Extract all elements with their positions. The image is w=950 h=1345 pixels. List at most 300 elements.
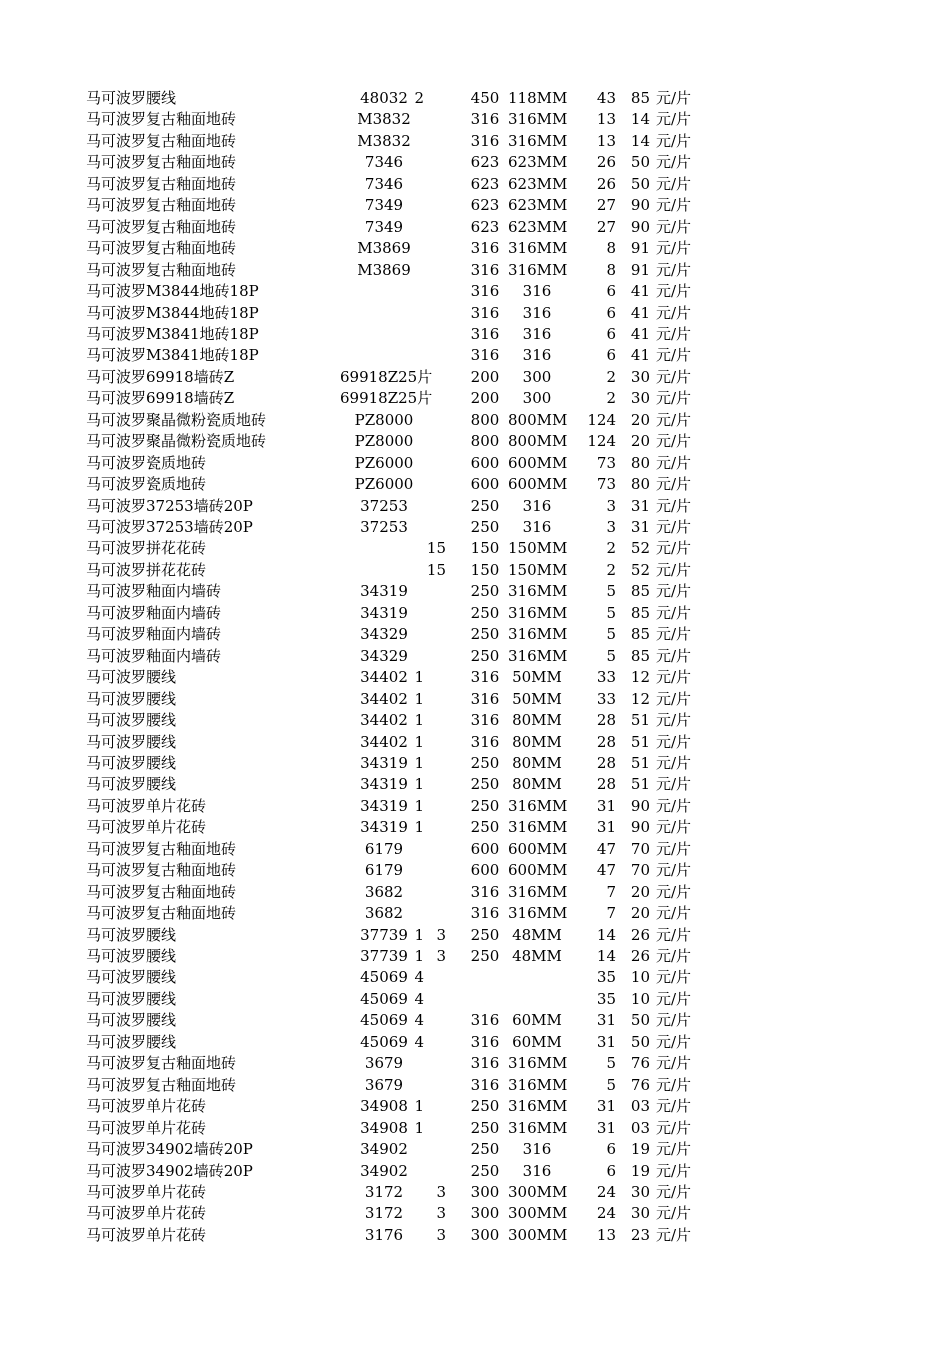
product-name: 马可波罗腰线 xyxy=(86,711,177,730)
size-height: 80MM xyxy=(512,732,562,751)
size-width: 316 xyxy=(470,668,500,687)
price-unit: 元/片 xyxy=(656,625,692,644)
quantity: 31 xyxy=(596,818,616,837)
product-code: 37739 xyxy=(360,947,408,965)
price-unit: 元/片 xyxy=(656,711,692,730)
quantity: 73 xyxy=(596,475,616,494)
product-code: 34902 xyxy=(360,1140,408,1159)
quantity: 33 xyxy=(596,668,616,687)
size-height: 316 xyxy=(522,303,552,322)
price-value: 20 xyxy=(630,410,650,429)
quantity: 13 xyxy=(596,131,616,150)
product-name: 马可波罗瓷质地砖 xyxy=(86,475,207,494)
size-width: 300 xyxy=(470,1225,500,1244)
price-unit: 元/片 xyxy=(656,732,692,751)
size-width: 150 xyxy=(470,560,500,579)
product-name: 马可波罗腰线 xyxy=(86,753,177,772)
quantity: 27 xyxy=(596,217,616,236)
size-height: 316MM xyxy=(508,1118,568,1137)
size-height: 300MM xyxy=(508,1225,568,1244)
quantity: 6 xyxy=(606,324,616,343)
product-name: 马可波罗M3844地砖18P xyxy=(86,303,259,322)
product-code: 7349 xyxy=(364,217,404,236)
quantity: 31 xyxy=(596,1011,616,1030)
product-code: PZ6000 xyxy=(354,453,414,472)
product-name: 马可波罗34902墙砖20P xyxy=(86,1140,253,1159)
size-width: 316 xyxy=(470,904,500,923)
sub-number-1: 1 xyxy=(414,1097,424,1116)
product-name: 马可波罗69918墙砖Z xyxy=(86,367,235,386)
product-code: 34319 xyxy=(360,582,408,601)
price-unit: 元/片 xyxy=(656,775,692,794)
price-value: 12 xyxy=(630,689,650,708)
table-row xyxy=(0,774,950,795)
price-unit: 元/片 xyxy=(656,475,692,494)
size-width: 316 xyxy=(470,1075,500,1094)
size-width: 150 xyxy=(470,539,500,558)
size-width: 250 xyxy=(470,947,500,965)
price-unit: 元/片 xyxy=(656,131,692,150)
product-name: 马可波罗腰线 xyxy=(86,668,177,687)
table-row xyxy=(0,624,950,645)
price-unit: 元/片 xyxy=(656,367,692,386)
product-code: M3832 xyxy=(357,131,411,150)
product-code: 37253 xyxy=(360,518,408,536)
price-value: 91 xyxy=(630,260,650,279)
price-value: 70 xyxy=(630,839,650,858)
size-width: 300 xyxy=(470,1204,500,1223)
product-code: 6179 xyxy=(364,839,404,858)
size-height: 316 xyxy=(522,282,552,301)
quantity: 8 xyxy=(606,260,616,279)
price-unit: 元/片 xyxy=(656,1118,692,1137)
quantity: 5 xyxy=(606,582,616,601)
size-width: 316 xyxy=(470,282,500,301)
product-name: 马可波罗单片花砖 xyxy=(86,1118,207,1137)
price-unit: 元/片 xyxy=(656,689,692,708)
product-name: 马可波罗单片花砖 xyxy=(86,1182,207,1201)
quantity: 8 xyxy=(606,239,616,258)
price-unit: 元/片 xyxy=(656,1225,692,1244)
price-value: 76 xyxy=(630,1075,650,1094)
quantity: 26 xyxy=(596,174,616,193)
product-code: 3679 xyxy=(364,1054,404,1073)
table-row xyxy=(0,1203,950,1224)
quantity: 31 xyxy=(596,1097,616,1116)
price-unit: 元/片 xyxy=(656,346,692,365)
price-value: 03 xyxy=(630,1118,650,1137)
table-row xyxy=(0,560,950,581)
size-height: 800MM xyxy=(508,432,568,451)
size-height: 316 xyxy=(522,1140,552,1159)
table-row xyxy=(0,989,950,1010)
product-code: 69918Z25片 xyxy=(340,389,433,408)
quantity: 31 xyxy=(596,1032,616,1051)
table-row xyxy=(0,367,950,388)
quantity: 3 xyxy=(606,518,616,536)
size-width: 800 xyxy=(470,410,500,429)
size-width: 316 xyxy=(470,324,500,343)
size-width: 316 xyxy=(470,882,500,901)
quantity: 5 xyxy=(606,1075,616,1094)
size-width: 250 xyxy=(470,1118,500,1137)
size-width: 250 xyxy=(470,518,500,536)
price-value: 20 xyxy=(630,432,650,451)
size-height: 623MM xyxy=(508,217,568,236)
quantity: 26 xyxy=(596,153,616,172)
size-width: 600 xyxy=(470,861,500,880)
price-unit: 元/片 xyxy=(656,153,692,172)
price-unit: 元/片 xyxy=(656,260,692,279)
price-value: 20 xyxy=(630,882,650,901)
table-row xyxy=(0,967,950,988)
price-value: 23 xyxy=(630,1225,650,1244)
product-name: 马可波罗单片花砖 xyxy=(86,1225,207,1244)
size-height: 316MM xyxy=(508,646,568,665)
product-code: 34908 xyxy=(360,1118,408,1137)
price-unit: 元/片 xyxy=(656,1204,692,1223)
product-name: 马可波罗腰线 xyxy=(86,968,177,987)
price-value: 10 xyxy=(630,989,650,1008)
table-row xyxy=(0,581,950,602)
size-width: 250 xyxy=(470,625,500,644)
price-unit: 元/片 xyxy=(656,1161,692,1180)
size-width: 316 xyxy=(470,303,500,322)
price-value: 19 xyxy=(630,1161,650,1180)
price-unit: 元/片 xyxy=(656,904,692,923)
size-width: 316 xyxy=(470,131,500,150)
product-code: 34319 xyxy=(360,603,408,622)
table-row xyxy=(0,1075,950,1096)
size-height: 316 xyxy=(522,1161,552,1180)
quantity: 14 xyxy=(596,947,616,965)
table-row xyxy=(0,946,950,967)
price-unit: 元/片 xyxy=(656,239,692,258)
quantity: 13 xyxy=(596,1225,616,1244)
product-name: 马可波罗复古釉面地砖 xyxy=(86,174,237,193)
size-height: 60MM xyxy=(512,1011,562,1030)
product-name: 马可波罗复古釉面地砖 xyxy=(86,1075,237,1094)
size-width: 316 xyxy=(470,1032,500,1051)
size-height: 316MM xyxy=(508,110,568,129)
size-width: 600 xyxy=(470,453,500,472)
size-height: 316MM xyxy=(508,625,568,644)
price-unit: 元/片 xyxy=(656,1032,692,1051)
sub-number-1: 1 xyxy=(414,775,424,794)
quantity: 31 xyxy=(596,796,616,815)
table-row xyxy=(0,217,950,238)
price-value: 31 xyxy=(630,496,650,515)
table-row xyxy=(0,496,950,517)
sub-number-2: 3 xyxy=(436,1204,446,1223)
product-name: 马可波罗M3841地砖18P xyxy=(86,346,259,365)
product-code: 48032 xyxy=(360,89,408,107)
size-height: 48MM xyxy=(512,947,562,965)
table-row xyxy=(0,1182,950,1203)
size-height: 316 xyxy=(522,518,552,536)
price-value: 90 xyxy=(630,818,650,837)
price-unit: 元/片 xyxy=(656,1075,692,1094)
product-name: 马可波罗釉面内墙砖 xyxy=(86,625,222,644)
size-width: 250 xyxy=(470,925,500,944)
price-value: 50 xyxy=(630,174,650,193)
sub-number-1: 2 xyxy=(414,89,424,107)
table-row xyxy=(0,517,950,538)
table-row xyxy=(0,303,950,324)
quantity: 3 xyxy=(606,496,616,515)
price-value: 41 xyxy=(630,282,650,301)
table-row xyxy=(0,388,950,409)
price-unit: 元/片 xyxy=(656,560,692,579)
product-name: 马可波罗复古釉面地砖 xyxy=(86,1054,237,1073)
table-row xyxy=(0,1096,950,1117)
size-height: 150MM xyxy=(508,539,568,558)
size-width: 316 xyxy=(470,1011,500,1030)
size-height: 316MM xyxy=(508,260,568,279)
product-code: 34319 xyxy=(360,775,408,794)
product-code: 3176 xyxy=(364,1225,404,1244)
product-name: 马可波罗腰线 xyxy=(86,1011,177,1030)
size-height: 60MM xyxy=(512,1032,562,1051)
size-height: 316MM xyxy=(508,582,568,601)
price-unit: 元/片 xyxy=(656,303,692,322)
size-width: 300 xyxy=(470,1182,500,1201)
price-value: 70 xyxy=(630,861,650,880)
size-width: 316 xyxy=(470,239,500,258)
sub-number-1: 1 xyxy=(414,711,424,730)
price-unit: 元/片 xyxy=(656,989,692,1008)
price-value: 90 xyxy=(630,217,650,236)
product-code: PZ8000 xyxy=(354,410,414,429)
product-code: M3869 xyxy=(357,260,411,279)
product-name: 马可波罗腰线 xyxy=(86,732,177,751)
quantity: 6 xyxy=(606,1140,616,1159)
table-row xyxy=(0,796,950,817)
quantity: 2 xyxy=(606,539,616,558)
size-height: 316MM xyxy=(508,603,568,622)
sub-number-1: 4 xyxy=(414,989,424,1008)
price-unit: 元/片 xyxy=(656,539,692,558)
product-name: 马可波罗复古釉面地砖 xyxy=(86,904,237,923)
price-value: 91 xyxy=(630,239,650,258)
size-width: 316 xyxy=(470,732,500,751)
size-width: 250 xyxy=(470,775,500,794)
size-width: 316 xyxy=(470,1054,500,1073)
table-row xyxy=(0,603,950,624)
size-height: 80MM xyxy=(512,753,562,772)
quantity: 124 xyxy=(587,432,616,451)
table-row xyxy=(0,903,950,924)
price-value: 90 xyxy=(630,196,650,215)
product-name: 马可波罗釉面内墙砖 xyxy=(86,603,222,622)
product-code: 34908 xyxy=(360,1097,408,1116)
sub-number-2: 3 xyxy=(436,1225,446,1244)
table-row xyxy=(0,131,950,152)
product-code: 7346 xyxy=(364,153,404,172)
size-width: 450 xyxy=(470,89,500,107)
product-name: 马可波罗聚晶微粉瓷质地砖 xyxy=(86,432,267,451)
size-width: 316 xyxy=(470,110,500,129)
quantity: 6 xyxy=(606,1161,616,1180)
size-height: 80MM xyxy=(512,711,562,730)
price-value: 14 xyxy=(630,131,650,150)
price-value: 52 xyxy=(630,560,650,579)
sub-number-1: 1 xyxy=(414,1118,424,1137)
size-height: 150MM xyxy=(508,560,568,579)
product-name: 马可波罗单片花砖 xyxy=(86,818,207,837)
price-unit: 元/片 xyxy=(656,753,692,772)
quantity: 5 xyxy=(606,1054,616,1073)
price-unit: 元/片 xyxy=(656,796,692,815)
table-row xyxy=(0,195,950,216)
size-height: 623MM xyxy=(508,153,568,172)
product-name: 马可波罗腰线 xyxy=(86,989,177,1008)
sub-number-2: 15 xyxy=(426,539,446,558)
product-name: 马可波罗复古釉面地砖 xyxy=(86,839,237,858)
price-unit: 元/片 xyxy=(656,668,692,687)
size-height: 118MM xyxy=(508,89,568,107)
size-width: 316 xyxy=(470,711,500,730)
price-unit: 元/片 xyxy=(656,432,692,451)
price-value: 41 xyxy=(630,324,650,343)
sub-number-2: 3 xyxy=(436,947,446,965)
product-name: 马可波罗腰线 xyxy=(86,689,177,708)
price-unit: 元/片 xyxy=(656,818,692,837)
product-name: 马可波罗腰线 xyxy=(86,925,177,944)
price-value: 10 xyxy=(630,968,650,987)
price-value: 51 xyxy=(630,753,650,772)
product-name: 马可波罗复古釉面地砖 xyxy=(86,110,237,129)
product-code: M3869 xyxy=(357,239,411,258)
size-width: 316 xyxy=(470,346,500,365)
table-row xyxy=(0,88,950,109)
price-value: 19 xyxy=(630,1140,650,1159)
quantity: 2 xyxy=(606,560,616,579)
product-code: 45069 xyxy=(360,1011,408,1030)
table-row xyxy=(0,1118,950,1139)
product-name: 马可波罗腰线 xyxy=(86,775,177,794)
table-row xyxy=(0,882,950,903)
table-row xyxy=(0,1053,950,1074)
product-code: PZ8000 xyxy=(354,432,414,451)
product-name: 马可波罗复古釉面地砖 xyxy=(86,217,237,236)
product-name: 马可波罗复古釉面地砖 xyxy=(86,861,237,880)
size-height: 316MM xyxy=(508,239,568,258)
price-value: 50 xyxy=(630,1011,650,1030)
table-row xyxy=(0,667,950,688)
quantity: 24 xyxy=(596,1182,616,1201)
price-value: 90 xyxy=(630,796,650,815)
size-height: 316MM xyxy=(508,1097,568,1116)
sub-number-1: 4 xyxy=(414,968,424,987)
product-code: 34402 xyxy=(360,732,408,751)
size-height: 600MM xyxy=(508,475,568,494)
quantity: 73 xyxy=(596,453,616,472)
size-width: 250 xyxy=(470,646,500,665)
price-value: 30 xyxy=(630,389,650,408)
product-name: 马可波罗腰线 xyxy=(86,89,177,107)
product-name: 马可波罗复古釉面地砖 xyxy=(86,153,237,172)
price-value: 41 xyxy=(630,346,650,365)
product-code: 34319 xyxy=(360,753,408,772)
price-value: 76 xyxy=(630,1054,650,1073)
table-row xyxy=(0,538,950,559)
size-width: 250 xyxy=(470,1140,500,1159)
quantity: 27 xyxy=(596,196,616,215)
sub-number-2: 3 xyxy=(436,925,446,944)
quantity: 35 xyxy=(596,989,616,1008)
price-value: 85 xyxy=(630,646,650,665)
size-width: 250 xyxy=(470,753,500,772)
product-name: 马可波罗复古釉面地砖 xyxy=(86,239,237,258)
product-name: 马可波罗釉面内墙砖 xyxy=(86,646,222,665)
sub-number-1: 1 xyxy=(414,689,424,708)
size-height: 800MM xyxy=(508,410,568,429)
price-unit: 元/片 xyxy=(656,89,692,107)
size-height: 316MM xyxy=(508,131,568,150)
table-row xyxy=(0,753,950,774)
table-row xyxy=(0,646,950,667)
size-height: 623MM xyxy=(508,196,568,215)
table-row xyxy=(0,839,950,860)
price-unit: 元/片 xyxy=(656,389,692,408)
price-unit: 元/片 xyxy=(656,410,692,429)
price-value: 85 xyxy=(630,625,650,644)
table-row xyxy=(0,474,950,495)
quantity: 31 xyxy=(596,1118,616,1137)
quantity: 5 xyxy=(606,603,616,622)
size-height: 80MM xyxy=(512,775,562,794)
price-unit: 元/片 xyxy=(656,217,692,236)
product-code: 37253 xyxy=(360,496,408,515)
product-name: 马可波罗34902墙砖20P xyxy=(86,1161,253,1180)
quantity: 35 xyxy=(596,968,616,987)
quantity: 6 xyxy=(606,282,616,301)
price-value: 03 xyxy=(630,1097,650,1116)
product-name: 马可波罗37253墙砖20P xyxy=(86,496,253,515)
product-name: 马可波罗单片花砖 xyxy=(86,1097,207,1116)
price-value: 41 xyxy=(630,303,650,322)
size-width: 250 xyxy=(470,796,500,815)
product-code: 37739 xyxy=(360,925,408,944)
price-value: 85 xyxy=(630,89,650,107)
quantity: 24 xyxy=(596,1204,616,1223)
table-row xyxy=(0,152,950,173)
quantity: 47 xyxy=(596,839,616,858)
size-height: 316 xyxy=(522,496,552,515)
price-unit: 元/片 xyxy=(656,1097,692,1116)
size-width: 623 xyxy=(470,196,500,215)
sub-number-1: 1 xyxy=(414,753,424,772)
product-name: 马可波罗腰线 xyxy=(86,947,177,965)
size-height: 600MM xyxy=(508,453,568,472)
price-unit: 元/片 xyxy=(656,110,692,129)
size-height: 600MM xyxy=(508,861,568,880)
size-width: 200 xyxy=(470,389,500,408)
size-height: 316MM xyxy=(508,1054,568,1073)
table-row xyxy=(0,345,950,366)
product-code: 69918Z25片 xyxy=(340,367,433,386)
size-width: 250 xyxy=(470,1097,500,1116)
price-unit: 元/片 xyxy=(656,282,692,301)
size-width: 316 xyxy=(470,260,500,279)
price-unit: 元/片 xyxy=(656,947,692,965)
product-name: 马可波罗M3844地砖18P xyxy=(86,282,259,301)
product-code: M3832 xyxy=(357,110,411,129)
product-name: 马可波罗37253墙砖20P xyxy=(86,518,253,536)
table-row xyxy=(0,1161,950,1182)
product-name: 马可波罗复古釉面地砖 xyxy=(86,260,237,279)
